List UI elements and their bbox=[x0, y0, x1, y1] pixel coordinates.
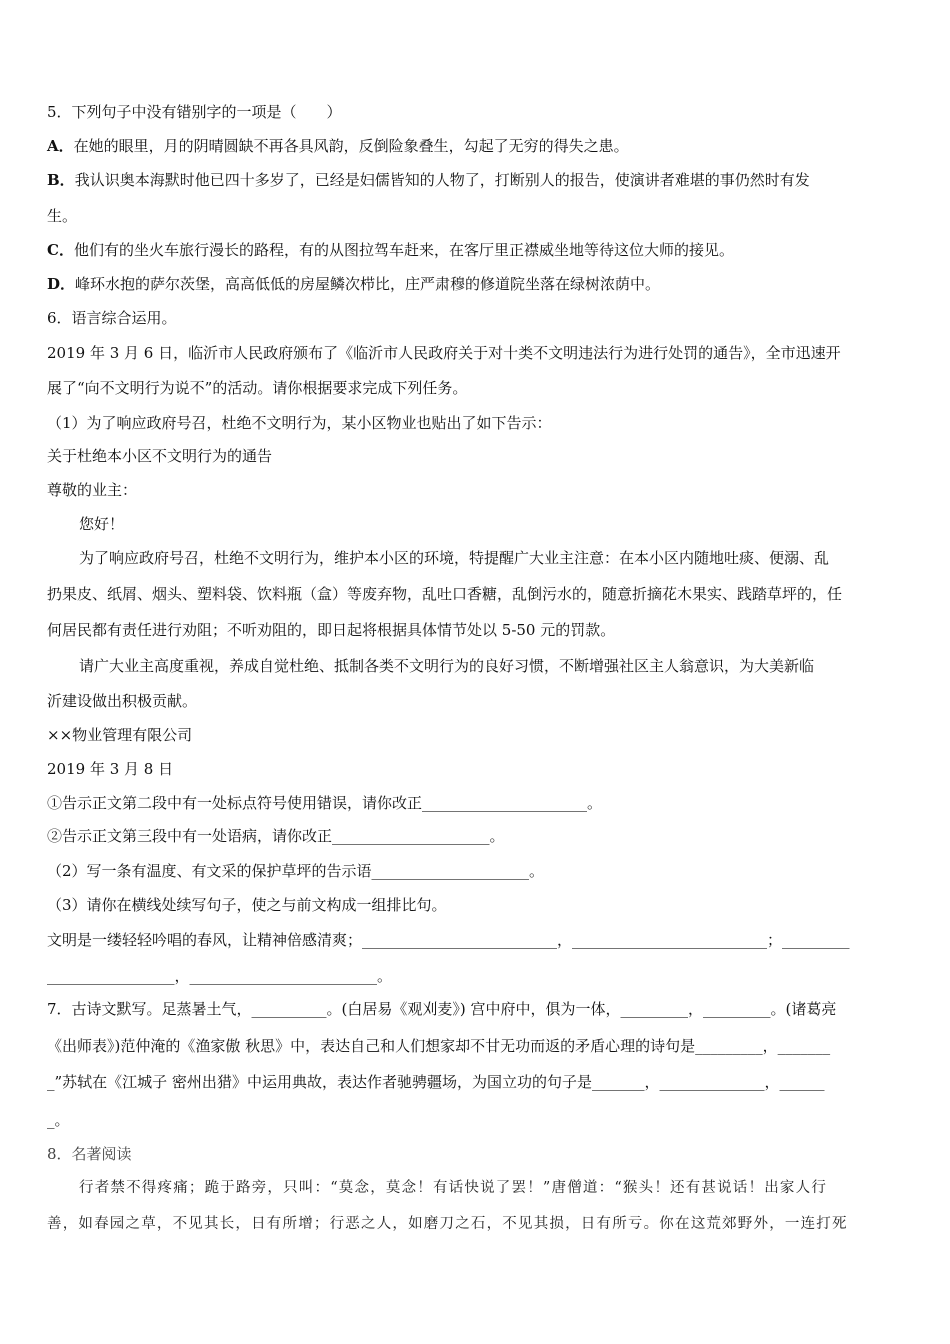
notice-para2-line1: 请广大业主高度重视，养成自觉杜绝、抵制各类不文明行为的良好习惯，不断增强社区主人翁意识，为大美新临 bbox=[79, 657, 815, 675]
notice-para1-line3: 何居民都有责任进行劝阻；不听劝阻的，即日起将根据具体情节处以 5-50 元的罚款。 bbox=[47, 621, 616, 639]
notice-title: 关于杜绝本小区不文明行为的通告 bbox=[47, 447, 273, 465]
q5-option-a-text: 在她的眼里，月的阴晴圆缺不再各具风韵，反倒险象叠生，勾起了无穷的得失之患。 bbox=[73, 137, 629, 155]
q5-option-d[interactable] bbox=[47, 274, 660, 294]
q5-option-a-label: A． bbox=[47, 137, 74, 155]
q5-option-b-label: B． bbox=[47, 171, 75, 189]
q5-option-c-text: 他们有的坐火车旅行漫长的路程，有的从图拉驾车赶来，在客厅里正襟威坐地等待这位大师的接见。 bbox=[73, 241, 734, 259]
q6-parallel-line1: 文明是一缕轻轻吟唱的春风，让精神倍感清爽；__________________________，__________________________；_________ bbox=[47, 931, 850, 949]
notice-para2-line2: 沂建设做出积极贡献。 bbox=[47, 692, 198, 710]
q7-line4: _。 bbox=[47, 1111, 70, 1129]
q6-parallel-line2: _________________，_________________________。 bbox=[47, 967, 393, 985]
q5-option-b[interactable] bbox=[47, 170, 810, 190]
q6-sub3: （3）请你在横线处续写句子，使之与前文构成一组排比句。 bbox=[47, 896, 447, 914]
notice-salutation: 尊敬的业主： bbox=[47, 481, 138, 499]
q5-option-d-text: 峰环水抱的萨尔茨堡，高高低低的房屋鳞次栉比，庄严肃穆的修道院坐落在绿树浓荫中。 bbox=[75, 275, 661, 293]
q7-line3: _”苏轼在《江城子 密州出猎》中运用典故，表达作者驰骋疆场，为国立功的句子是_______，______________，______ bbox=[47, 1073, 825, 1091]
q8-passage-line2: 善，如春园之草，不见其长，日有所增；行恶之人，如磨刀之石，不见其损，日有所亏。你在这荒郊野外，一连打死 bbox=[47, 1216, 848, 1232]
notice-date: 2019 年 3 月 8 日 bbox=[47, 760, 174, 778]
q7-line2: 《出师表》)范仲淹的《渔家傲 秋思》中，表达自己和人们想家却不甘无功而返的矛盾心理的诗句是_________，_______ bbox=[47, 1037, 831, 1055]
q5-option-a[interactable] bbox=[47, 136, 629, 156]
q6-intro-line2: 展了“向不文明行为说不”的活动。请你根据要求完成下列任务。 bbox=[47, 379, 468, 397]
q6-task1: ①告示正文第二段中有一处标点符号使用错误，请你改正______________________。 bbox=[47, 794, 603, 812]
notice-para1-line1: 为了响应政府号召，杜绝不文明行为，维护本小区的环境，特提醒广大业主注意：在本小区内随地吐痰、便溺、乱 bbox=[79, 549, 830, 567]
q5-option-c-label: C． bbox=[47, 241, 74, 259]
notice-greeting: 您好！ bbox=[79, 515, 125, 533]
q6-sub1: （1）为了响应政府号召，杜绝不文明行为，某小区物业也贴出了如下告示： bbox=[47, 414, 552, 432]
q7-line1: 7．古诗文默写。足蒸暑土气，__________。(白居易《观刈麦》) 宫中府中，俱为一体，_________，_________。(诸葛亮 bbox=[47, 1000, 837, 1018]
q8-passage-line1: 行者禁不得疼痛；跪于路旁，只叫：“莫念，莫念！有话快说了罢！”唐僧道：“猴头！还有甚说话！出家人行 bbox=[79, 1180, 828, 1196]
q6-intro-line1: 2019 年 3 月 6 日，临沂市人民政府颁布了《临沂市人民政府关于对十类不文明违法行为进行处罚的通告》，全市迅速开 bbox=[47, 344, 841, 362]
notice-para1-line2: 扔果皮、纸屑、烟头、塑料袋、饮料瓶（盒）等废弃物，乱吐口香糖，乱倒污水的，随意折摘花木果实、践踏草坪的，任 bbox=[47, 585, 843, 603]
q5-option-b-text: 我认识奥本海默时他已四十多岁了，已经是妇儒皆知的人物了，打断别人的报告，使演讲者难堪的事仍然时有发 bbox=[74, 171, 810, 189]
q6-stem: 6．语言综合运用。 bbox=[47, 309, 177, 327]
q5-stem: 5．下列句子中没有错别字的一项是（ ） bbox=[47, 103, 342, 121]
q5-option-c[interactable] bbox=[47, 240, 734, 260]
q5-option-d-label: D． bbox=[47, 275, 76, 293]
q8-stem: 8．名著阅读 bbox=[47, 1145, 132, 1163]
q5-option-b-cont: 生。 bbox=[47, 207, 78, 225]
q6-sub2: （2）写一条有温度、有文采的保护草坪的告示语_____________________。 bbox=[47, 862, 545, 880]
q6-task2: ②告示正文第三段中有一处语病，请你改正_____________________。 bbox=[47, 827, 505, 845]
notice-signer: ××物业管理有限公司 bbox=[47, 726, 193, 744]
